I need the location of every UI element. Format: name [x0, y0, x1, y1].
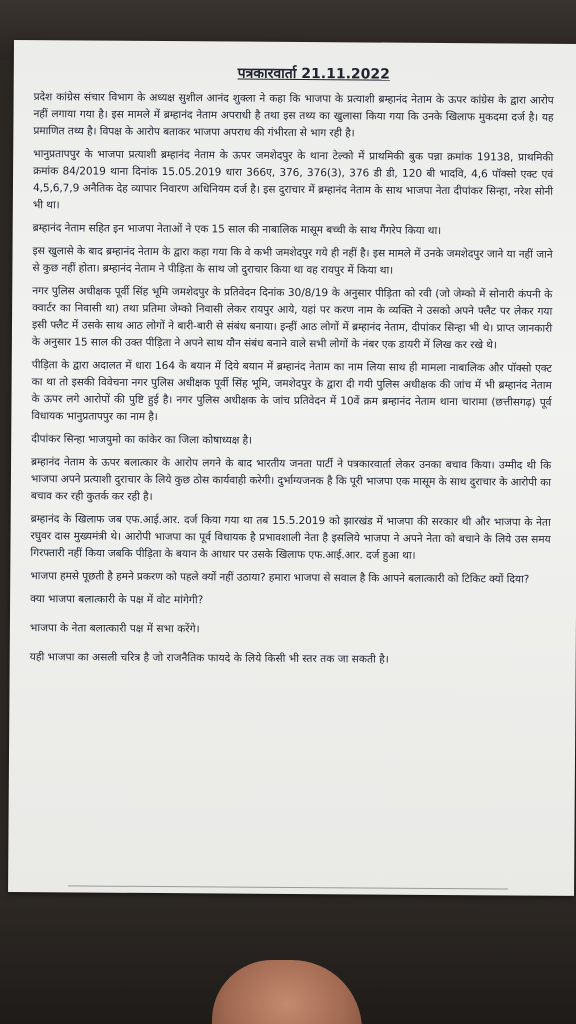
paragraph-intro: प्रदेश कांग्रेस संचार विभाग के अध्यक्ष सुशील आनंद शुक्ला ने कहा कि भाजपा के प्रत्याशी ब्रम्हानंद नेताम के ऊपर कांग्रेस के द्वारा आरोप नहीं लगाया गया है। इस मामले में ब्रम्हानंद नेताम अपराधी है तथा इस तथ्य का खुलासा किया गया कि उनके खिलाफ मुकदमा दर्ज है। यह प्रमाणित तथ्य है। विपक्ष के आरोप बताकर भाजपा अपराध की गंभीरता से भाग रही है।: [33, 91, 554, 140]
paragraph-allegation: ब्रम्हानंद नेताम सहित इन भाजपा नेताओं ने एक 15 साल की नाबालिक मासूम बच्ची के साथ गैंगरेप किया था।: [32, 222, 442, 237]
press-note-sheet: [8, 40, 576, 896]
paragraph-bjp-defense: ब्रम्हानंद नेताम के ऊपर बलात्कार के आरोप लगने के बाद भारतीय जनता पार्टी ने पत्रकारवार्ता लेकर उनका बचाव किया। उम्मीद थी कि भाजपा अपने प्रत्याशी दुराचार के लिये कुछ ठोस कार्यवाही करेगी। दुर्भाग्यजनक है कि पूरी भाजपा एक मासूम के साथ दुराचार के आरोपी का बचाव कर रही कुतर्क कर रही है।: [30, 456, 552, 503]
paragraph-fir-details: भानुप्रतापपुर के भाजपा प्रत्याशी ब्रम्हानंद नेताम के ऊपर जमशेदपुर के थाना टेल्को में प्राथमिकी बुक पन्ना क्रमांक 19138, प्राथमिकी क्रमांक 84/2019 थाना दिनांक 15.05.2019 धारा 366ए, 376, 376(3), 376 डी डी, 120 बी भादवि, 4,6 पॉक्सो एक्ट एवं 4,5,6,7,9 अनैतिक देह व्यापार निवारण अधिनियम दर्ज है। इस दुराचार में ब्रम्हानंद नेताम के साथ भाजपा नेता दीपांकर सिन्हा, नरेश सोनी भी था।: [32, 148, 554, 212]
document-body: [30, 64, 554, 682]
paragraph-court-statement: पीड़िता के द्वारा अदालत में धारा 164 के बयान में दिये बयान में ब्रम्हानंद नेताम का नाम लिया साथ ही मामला नाबालिक और पॉक्सो एक्ट का था तो इसकी विवेचना नगर पुलिस अधीक्षक पूर्वी सिंह भूमि, जमशेदपुर के द्वारा दी गयी पुलिस अधीक्षक की जांच में भी ब्रम्हानंद नेताम के ऊपर लगे आरोपों की पुष्टि हुई है। नगर पुलिस अधीक्षक के जांच प्रतिवेदन में 10वें क्रम ब्रम्हानंद नेताम थाना चारामा (छत्तीसगढ़) पूर्व विधायक भानुप्रतापपुर का नाम है।: [31, 359, 552, 424]
paragraph-question: भाजपा हमसे पूछती है हमने प्रकरण को पहले क्यों नहीं उठाया? हमारा भाजपा से सवाल है कि आपने बलात्कारी को टिकिट क्यों दिया?: [30, 570, 530, 586]
closing-line-character: यही भाजपा का असली चरित्र है जो राजनैतिक फायदे के लिये किसी भी स्तर तक जा सकती है।: [29, 651, 389, 666]
paragraph-police-report: नगर पुलिस अधीक्षक पूर्वी सिंह भूमि जमशेदपुर के प्रतिवेदन दिनांक 30/8/19 के अनुसार पीड़िता को रवी (जो जेम्को में सोनारी कंपनी के क्वार्टर का निवासी था) तथा प्रतिमा जेम्को निवासी लेकर रायपुर आये, यहां पर करण नाम के व्यक्ति ने उसको अपने फ्लैट पर लेकर गया इसी फ्लैट में उसके साथ आठ लोगों ने बारी-बारी से संबंध बनाया। इन्हीं आठ लोगों में ब्रम्हानंद नेताम, दीपांकर सिन्हा भी थे। प्राप्त जानकारी के अनुसार 15 साल की उक्त पीड़िता ने अपने साथ यौन संबंध बनाने वाले सभी लोगों के नंबर एक डायरी में लिख कर रखे थे।: [31, 285, 553, 352]
page-bottom-rule: [68, 885, 508, 889]
closing-line-vote: क्या भाजपा बलात्कारी के पक्ष में वोट मांगेगी?: [30, 593, 204, 607]
paragraph-jharkhand-govt: ब्रम्हानंद के खिलाफ जब एफ.आई.आर. दर्ज किया गया था तब 15.5.2019 को झारखंड में भाजपा की सरकार थी और भाजपा के नेता रघुवर दास मुख्यमंत्री थे। आरोपी भाजपा का पूर्व विधायक है प्रभावशाली नेता है इसलिये भाजपा ने अपने नेता को बचाने के लिये उस समय गिरफ्तारी नहीं किया जबकि पीड़िता के बयान के आधार पर उसके खिलाफ एफ.आई.आर. दर्ज हुआ था।: [30, 513, 551, 562]
closing-line-rally: भाजपा के नेता बलात्कारी पक्ष में सभा करेंगे।: [29, 622, 200, 636]
paragraph-dipankar: दीपांकर सिन्हा भाजयुमो का कांकेर का जिला कोषाध्यक्ष है।: [31, 433, 252, 447]
document-title: पत्रकारवार्ता 21.11.2022: [237, 65, 390, 83]
paragraph-jamshedpur-claim: इस खुलासे के बाद ब्रम्हानंद नेताम के द्वारा कहा गया कि वे कभी जमशेदपुर गये ही नहीं है। इस मामले में उनके जमशेदपुर जाने या नहीं जाने से कुछ नहीं होता। ब्रम्हानंद नेताम ने पीड़िता के साथ जो दुराचार किया था वह रायपुर में किया था।: [32, 245, 553, 277]
